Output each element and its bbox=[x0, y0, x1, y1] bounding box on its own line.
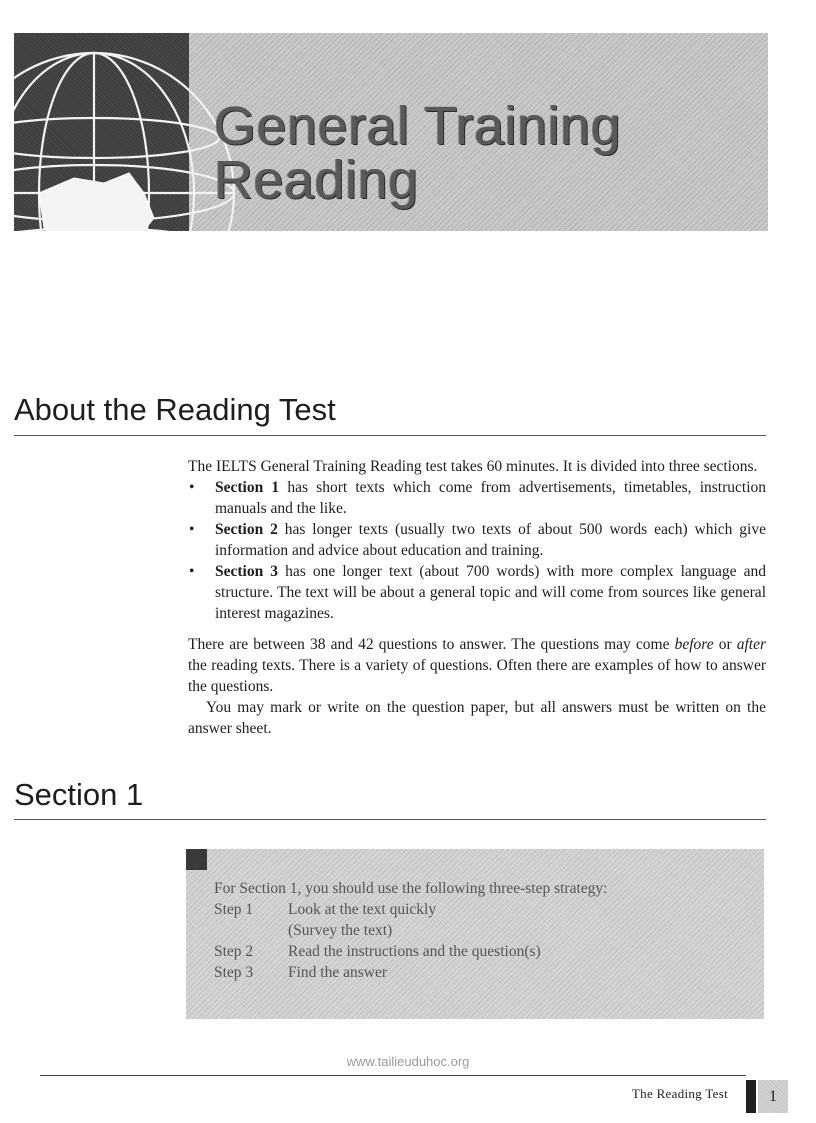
bullet-text: has one longer text (about 700 words) with more complex language and structure. The text will be about a general topic and will come from sources like general interest magazines. bbox=[215, 563, 766, 622]
questions-paragraph bbox=[188, 634, 766, 697]
page-number: 1 bbox=[758, 1080, 788, 1113]
page-title-line-2: Reading bbox=[214, 150, 419, 210]
step-label: Step 2 bbox=[214, 943, 254, 960]
questions-text-a: There are between 38 and 42 questions to answer. The questions may come bbox=[188, 636, 675, 653]
questions-text-or: or bbox=[713, 636, 737, 653]
about-heading: About the Reading Test bbox=[14, 392, 336, 427]
about-heading-rule bbox=[14, 435, 766, 436]
answer-sheet-paragraph: You may mark or write on the question paper, but all answers must be written on the answer sheet. bbox=[188, 699, 766, 737]
title-banner bbox=[14, 33, 768, 231]
section1-heading-rule bbox=[14, 819, 766, 820]
bullet-dot-icon: • bbox=[189, 563, 195, 580]
strategy-step bbox=[214, 899, 754, 941]
after-emphasis: after bbox=[736, 636, 766, 653]
page-tab-marker bbox=[746, 1080, 756, 1113]
bullet-label: Section 3 bbox=[215, 563, 279, 580]
strategy-marker-icon bbox=[186, 849, 207, 870]
watermark: www.tailieuduhoc.org bbox=[346, 1054, 470, 1069]
section-bullet-list bbox=[188, 477, 766, 624]
running-title: The Reading Test bbox=[631, 1086, 728, 1101]
about-intro: The IELTS General Training Reading test takes 60 minutes. It is divided into three sections. bbox=[188, 458, 758, 475]
step-text: Read the instructions and the question(s) bbox=[288, 943, 541, 960]
footer-rule bbox=[40, 1075, 746, 1076]
strategy-step bbox=[214, 962, 754, 983]
strategy-content bbox=[214, 878, 754, 983]
bullet-dot-icon: • bbox=[189, 521, 195, 538]
strategy-step bbox=[214, 941, 754, 962]
step-text-main: Look at the text quickly bbox=[288, 901, 437, 918]
step-label: Step 3 bbox=[214, 964, 254, 981]
step-text-sub: (Survey the text) bbox=[288, 922, 393, 939]
bullet-text: has short texts which come from advertisements, timetables, instruction manuals and the like. bbox=[215, 479, 767, 517]
before-emphasis: before bbox=[674, 636, 714, 653]
step-text bbox=[288, 899, 436, 941]
step-text: Find the answer bbox=[288, 964, 388, 981]
strategy-intro: For Section 1, you should use the following three-step strategy: bbox=[214, 880, 608, 897]
bullet-item bbox=[188, 561, 766, 624]
bullet-item bbox=[188, 519, 766, 561]
page-title bbox=[214, 96, 622, 210]
questions-text-b: the reading texts. There is a variety of questions. Often there are examples of how to answer the questions. bbox=[188, 657, 766, 695]
step-label: Step 1 bbox=[214, 901, 254, 918]
bullet-dot-icon: • bbox=[189, 479, 195, 496]
page-title-line-1: General Training bbox=[214, 96, 622, 156]
bullet-label: Section 1 bbox=[215, 479, 280, 496]
bullet-item bbox=[188, 477, 766, 519]
strategy-box bbox=[186, 849, 764, 1019]
bullet-label: Section 2 bbox=[215, 521, 278, 538]
section1-heading: Section 1 bbox=[14, 777, 144, 812]
bullet-text: has longer texts (usually two texts of about 500 words each) which give information and advice about education and training. bbox=[215, 521, 766, 559]
globe-icon bbox=[14, 43, 244, 231]
about-body bbox=[188, 456, 766, 739]
